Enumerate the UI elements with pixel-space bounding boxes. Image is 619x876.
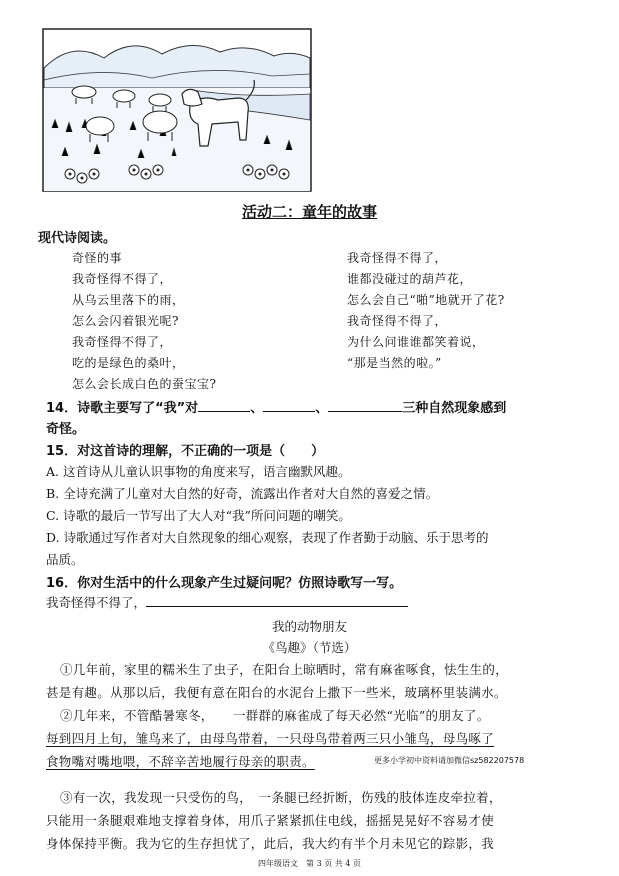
passage-p3-line1: ③有一次，我发现一只受伤的鸟， 一条腿已经折断，伤残的肢体连皮牵拉着， (60, 790, 502, 805)
poem-right-line: 怎么会自己“啪”地就开了花? (347, 293, 505, 307)
reading-label: 现代诗阅读。 (38, 231, 117, 246)
poem-left-line: 怎么会长成白色的蚕宝宝? (72, 377, 217, 391)
poem-left-line: 奇怪的事 (72, 251, 123, 265)
section-title (0, 201, 619, 222)
poem-right-line: 我奇怪得不得了， (347, 314, 448, 328)
option-c[interactable]: C. 诗歌的最后一节写出了大人对“我”所问问题的嘲笑。 (46, 508, 351, 523)
question-16-lead: 我奇怪得不得了， (46, 595, 147, 610)
passage-p3-line3: 身体保持平衡。我为它的生存担忧了，此后，我大约有半个月未见它的踪影，我 (46, 836, 495, 851)
passage-p1-line2: 甚是有趣。从那以后，我便有意在阳台的水泥台上撒下一些米，玻璃杯里装满水。 (46, 685, 507, 700)
option-a[interactable]: A. 这首诗从儿童认识事物的角度来写，语言幽默风趣。 (46, 464, 351, 479)
passage-p3-line2: 只能用一条腿艰难地支撑着身体，用爪子紧紧抓住电线，摇摇晃晃好不容易才使 (46, 813, 495, 828)
question-14-prefix: 14．诗歌主要写了“我”对 (46, 401, 199, 416)
question-14-suffix: 三种自然现象感到 (402, 401, 507, 416)
question-14-line2: 奇怪。 (46, 422, 86, 437)
question-16-answer-line (46, 593, 408, 611)
option-b[interactable]: B. 全诗充满了儿童对大自然的好奇，流露出作者对大自然的喜爱之情。 (46, 486, 439, 501)
passage-p2-line2-underlined: 每到四月上旬，雏鸟来了，由母鸟带着，一只母鸟带着两三只小雏鸟，母鸟啄了 (46, 731, 495, 746)
poem-left-line: 我奇怪得不得了， (72, 335, 173, 349)
passage-heading: 我的动物朋友 (271, 619, 347, 634)
poem-left-line: 从乌云里落下的雨， (72, 293, 185, 307)
watermark-note: 更多小学初中资料请加微信sz582207578 (374, 756, 525, 765)
passage-p1-line1: ①几年前，家里的糯米生了虫子，在阳台上晾晒时，常有麻雀啄食，怯生生的， (60, 662, 509, 677)
page-footer: 四年级语文 第 3 页 共 4 页 (258, 859, 361, 868)
question-15-stem: 15．对这首诗的理解，不正确的一项是（ ） (46, 444, 325, 459)
poem-left-line: 我奇怪得不得了， (72, 272, 173, 286)
passage-subtitle: 《鸟趣》（节选） (262, 640, 357, 655)
pasture-illustration (42, 28, 312, 192)
section-title-text: 活动二：童年的故事 (241, 203, 377, 221)
poem-left-line: 怎么会闪着银光呢? (72, 314, 179, 328)
poem-right-line: “那是当然的啦。” (347, 356, 442, 370)
answer-blank-2[interactable] (263, 400, 315, 412)
question-14 (46, 397, 506, 416)
option-d[interactable]: D. 诗歌通过写作者对大自然现象的细心观察，表现了作者勤于动脑、乐于思考的 (46, 530, 489, 545)
option-d-continued: 品质。 (46, 552, 84, 567)
poem-right-line: 为什么问谁谁都笑着说， (347, 335, 485, 349)
poem-left-line: 吃的是绿色的桑叶， (72, 356, 185, 370)
passage-p2-line1: ②几年来，不管酷暑寒冬， 一群群的麻雀成了每天必然“光临”的朋友了。 (60, 708, 490, 723)
question-16-answer-blank[interactable] (146, 595, 408, 607)
answer-blank-3[interactable] (328, 400, 402, 412)
passage-p2-line3-underlined: 食物嘴对嘴地喂，不辞辛苦地履行母亲的职责。 (46, 754, 315, 769)
poem-right-line: 我奇怪得不得了， (347, 251, 448, 265)
question-14-sep: 、 (315, 401, 329, 416)
poem-right-line: 谁都没碰过的葫芦花， (347, 272, 473, 286)
pasture-illustration-svg (42, 28, 312, 192)
question-14-sep: 、 (250, 401, 264, 416)
question-16-stem: 16．你对生活中的什么现象产生过疑问呢？仿照诗歌写一写。 (46, 576, 403, 591)
answer-blank-1[interactable] (198, 400, 250, 412)
